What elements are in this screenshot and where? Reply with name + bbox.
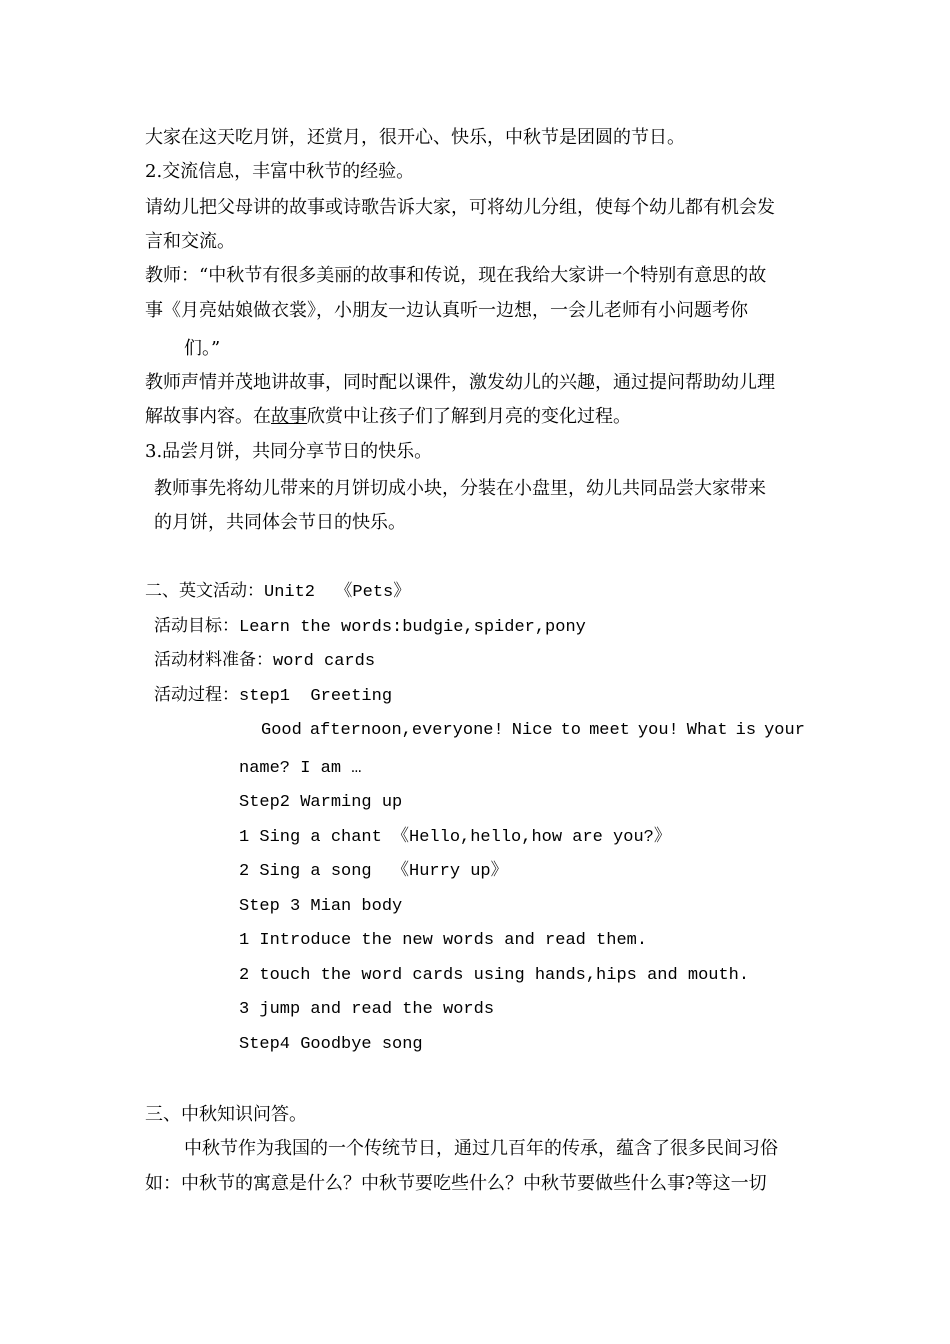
step2-warming-up: Step2 Warming up	[239, 793, 403, 812]
activity-materials: 活动材料准备：word cards	[154, 652, 376, 671]
greeting-word: Good	[261, 721, 302, 740]
step4-goodbye: Step4 Goodbye song	[239, 1035, 423, 1054]
story-text-b: 欣赏中让孩子们了解到月亮的变化过程。	[307, 406, 631, 427]
touch-word-cards: 2 touch the word cards using hands,hips and mouth.	[239, 966, 750, 985]
teacher-quote-line2: 事《月亮姑娘做衣裳》，小朋友一边认真听一边想，一会儿老师有小问题考你	[145, 300, 748, 321]
greeting-word: meet	[589, 721, 630, 740]
step2-paragraph-line2: 言和交流。	[145, 231, 235, 252]
greeting-word: Nice	[511, 721, 553, 740]
section2-heading: 二、英文活动：Unit2 《Pets》	[145, 583, 411, 602]
step3-title: 3.品尝月饼，共同分享节日的快乐。	[145, 441, 433, 462]
story-paragraph-line2	[145, 405, 631, 429]
sing-song: 2 Sing a song 《Hurry up》	[239, 862, 508, 881]
closing-line: 大家在这天吃月饼，还赏月，很开心、快乐，中秋节是团圆的节日。	[145, 127, 685, 148]
greeting-line2: name? I am …	[239, 759, 362, 778]
greeting-word: you!	[637, 721, 679, 740]
step3-paragraph-line1: 教师事先将幼儿带来的月饼切成小块，分装在小盘里，幼儿共同品尝大家带来	[154, 478, 766, 499]
step3-paragraph-line2: 的月饼，共同体会节日的快乐。	[154, 512, 406, 533]
section3-paragraph-line1: 中秋节作为我国的一个传统节日，通过几百年的传承，蕴含了很多民间习俗	[184, 1138, 778, 1159]
greeting-line1	[261, 719, 805, 743]
teacher-quote-line3: 们。”	[184, 338, 221, 359]
introduce-words: 1 Introduce the new words and read them.	[239, 931, 648, 950]
section3-paragraph-line2: 如：中秋节的寓意是什么？中秋节要吃些什么？中秋节要做些什么事?等这一切	[145, 1173, 767, 1194]
section3-heading: 三、中秋知识问答。	[145, 1104, 307, 1125]
step2-title: 2.交流信息，丰富中秋节的经验。	[145, 161, 415, 182]
activity-goal: 活动目标：Learn the words:budgie,spider,pony	[154, 618, 586, 637]
greeting-word: your	[764, 721, 805, 740]
story-paragraph-line1: 教师声情并茂地讲故事，同时配以课件，激发幼儿的兴趣，通过提问帮助幼儿理	[145, 372, 775, 393]
story-text-a: 解故事内容。在	[145, 406, 271, 427]
teacher-quote-line1: 教师：“中秋节有很多美丽的故事和传说，现在我给大家讲一个特别有意思的故	[145, 265, 767, 286]
greeting-word: is	[735, 721, 757, 740]
greeting-word: to	[560, 721, 582, 740]
activity-process: 活动过程：step1 Greeting	[154, 687, 393, 706]
step2-paragraph-line1: 请幼儿把父母讲的故事或诗歌告诉大家，可将幼儿分组，使每个幼儿都有机会发	[145, 197, 775, 218]
step3-main-body: Step 3 Mian body	[239, 897, 403, 916]
greeting-word: afternoon,everyone!	[309, 721, 504, 740]
greeting-word: What	[686, 721, 728, 740]
sing-chant: 1 Sing a chant 《Hello,hello,how are you?》	[239, 828, 671, 847]
story-underlined-word: 故事	[271, 406, 307, 427]
jump-and-read: 3 jump and read the words	[239, 1000, 495, 1019]
